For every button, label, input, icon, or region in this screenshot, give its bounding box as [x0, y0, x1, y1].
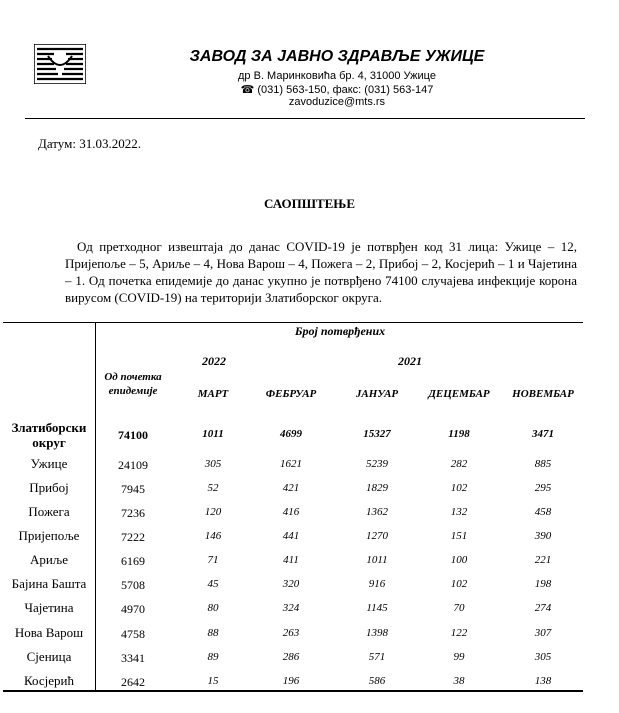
table-cell: 1270 — [366, 530, 388, 542]
table-cell: 1398 — [366, 627, 388, 639]
table-cell: 99 — [453, 651, 465, 663]
table-cell: 7222 — [121, 530, 145, 544]
table-cell: 7945 — [121, 482, 145, 496]
institution-address: др В. Маринковића бр. 4, 31000 Ужице — [238, 70, 436, 82]
table-cell: 102 — [450, 482, 468, 494]
table-cell: 1829 — [366, 482, 388, 494]
municipality-name: Ужице — [30, 456, 68, 471]
col-header-4: ДЕЦЕМБАР — [428, 388, 490, 400]
table-cell: 4758 — [121, 627, 145, 641]
table-cell: 1362 — [366, 506, 388, 518]
institution-phone: ☎ (031) 563-150, факс: (031) 563-147 — [240, 84, 434, 96]
municipality-name: Чајетина — [24, 600, 74, 615]
municipality-name: Нова Варош — [14, 625, 84, 640]
table-cell: 5708 — [121, 578, 145, 592]
table-cell: 15 — [207, 675, 219, 687]
institution-name: ЗАВОД ЗА ЈАВНО ЗДРАВЉЕ УЖИЦЕ — [189, 48, 485, 65]
table-cell: 458 — [534, 506, 552, 518]
table-cell: 286 — [282, 651, 300, 663]
table-cell: 221 — [534, 554, 552, 566]
table-cell: 263 — [282, 627, 300, 639]
table-column-divider — [95, 322, 96, 691]
municipality-name: Пријепоље — [18, 528, 80, 543]
municipality-name: Пожега — [28, 504, 70, 519]
table-cell: 916 — [368, 578, 386, 590]
table-cell: 295 — [534, 482, 552, 494]
table-cell: 24109 — [118, 458, 148, 472]
table-cell: 4970 — [121, 602, 145, 616]
table-cell: 15327 — [363, 428, 391, 440]
table-cell: 3471 — [532, 428, 554, 440]
municipality-name: Бајина Башта — [11, 576, 87, 591]
table-cell: 3341 — [121, 651, 145, 665]
document-title: САОПШТЕЊЕ — [263, 196, 356, 211]
table-cell: 421 — [282, 482, 300, 494]
table-cell: 4699 — [280, 428, 302, 440]
table-cell: 146 — [204, 530, 222, 542]
table-cell: 6169 — [121, 554, 145, 568]
col-header-1: МАРТ — [197, 388, 229, 400]
table-cell: 38 — [453, 675, 465, 687]
table-cell: 2642 — [121, 675, 145, 689]
table-cell: 885 — [534, 458, 552, 470]
table-cell: 196 — [282, 675, 300, 687]
table-cell: 307 — [534, 627, 552, 639]
institute-logo — [34, 44, 86, 84]
institution-email: zavoduzice@mts.rs — [288, 96, 386, 108]
document-date: Датум: 31.03.2022. — [38, 136, 141, 151]
table-cell: 324 — [282, 602, 300, 614]
table-cell: 52 — [207, 482, 219, 494]
table-top-rule — [3, 322, 583, 323]
col-header-5: НОВЕМБАР — [512, 388, 574, 400]
table-cell: 1145 — [366, 602, 388, 614]
table-cell: 282 — [450, 458, 468, 470]
announcement-paragraph: Од претходног извештаја до данас COVID-19 је потврђен код 31 лица: Ужице – 12, Пријепоље – 5, Ариље – 4, Нова Варош – 4, Пожега – 2, Прибој – 2, Косјерић – 1 и Чајетина – 1. Од почетка епидемије до данас укупно је потврђено 74100 случајева инфекције корона вирусом (COVID-19) на територији Златиборског округа. — [65, 239, 577, 305]
municipality-name: Ариље — [29, 552, 69, 567]
table-cell: 7236 — [121, 506, 145, 520]
table-group-header: Број потврђених — [294, 324, 386, 338]
col-header-3: ЈАНУАР — [355, 388, 399, 400]
table-cell: 122 — [450, 627, 468, 639]
table-cell: 320 — [282, 578, 300, 590]
table-cell: 151 — [450, 530, 468, 542]
table-cell: 571 — [368, 651, 386, 663]
table-cell: 89 — [207, 651, 219, 663]
table-cell: 198 — [534, 578, 552, 590]
table-cell: 88 — [207, 627, 219, 639]
table-cell: 45 — [207, 578, 219, 590]
table-cell: 102 — [450, 578, 468, 590]
municipality-name: Сјеница — [26, 649, 72, 664]
table-cell: 274 — [534, 602, 552, 614]
year-2021-header: 2021 — [398, 354, 422, 368]
table-cell: 416 — [282, 506, 300, 518]
municipality-name: Косјерић — [24, 673, 74, 688]
table-cell: 70 — [453, 602, 465, 614]
table-cell: 74100 — [118, 428, 148, 442]
table-cell: 305 — [204, 458, 222, 470]
table-cell: 1011 — [202, 428, 224, 440]
table-cell: 411 — [283, 554, 299, 566]
table-cell: 132 — [450, 506, 468, 518]
table-cell: 80 — [207, 602, 219, 614]
table-cell: 1011 — [366, 554, 388, 566]
table-cell: 120 — [204, 506, 222, 518]
table-cell: 586 — [368, 675, 386, 687]
table-bottom-rule — [3, 690, 583, 692]
district-row-name: Златиборски округ — [11, 420, 87, 450]
table-cell: 71 — [207, 554, 219, 566]
table-cell: 441 — [282, 530, 300, 542]
table-cell: 305 — [534, 651, 552, 663]
table-cell: 138 — [534, 675, 552, 687]
table-cell: 1621 — [280, 458, 302, 470]
year-2022-header: 2022 — [202, 354, 226, 368]
table-cell: 390 — [534, 530, 552, 542]
table-cell: 5239 — [366, 458, 388, 470]
col-total-header: Од почетка епидемије — [104, 371, 162, 397]
table-cell: 100 — [450, 554, 468, 566]
table-cell: 1198 — [448, 428, 470, 440]
col-header-2: ФЕБРУАР — [265, 388, 317, 400]
municipality-name: Прибој — [29, 480, 69, 495]
